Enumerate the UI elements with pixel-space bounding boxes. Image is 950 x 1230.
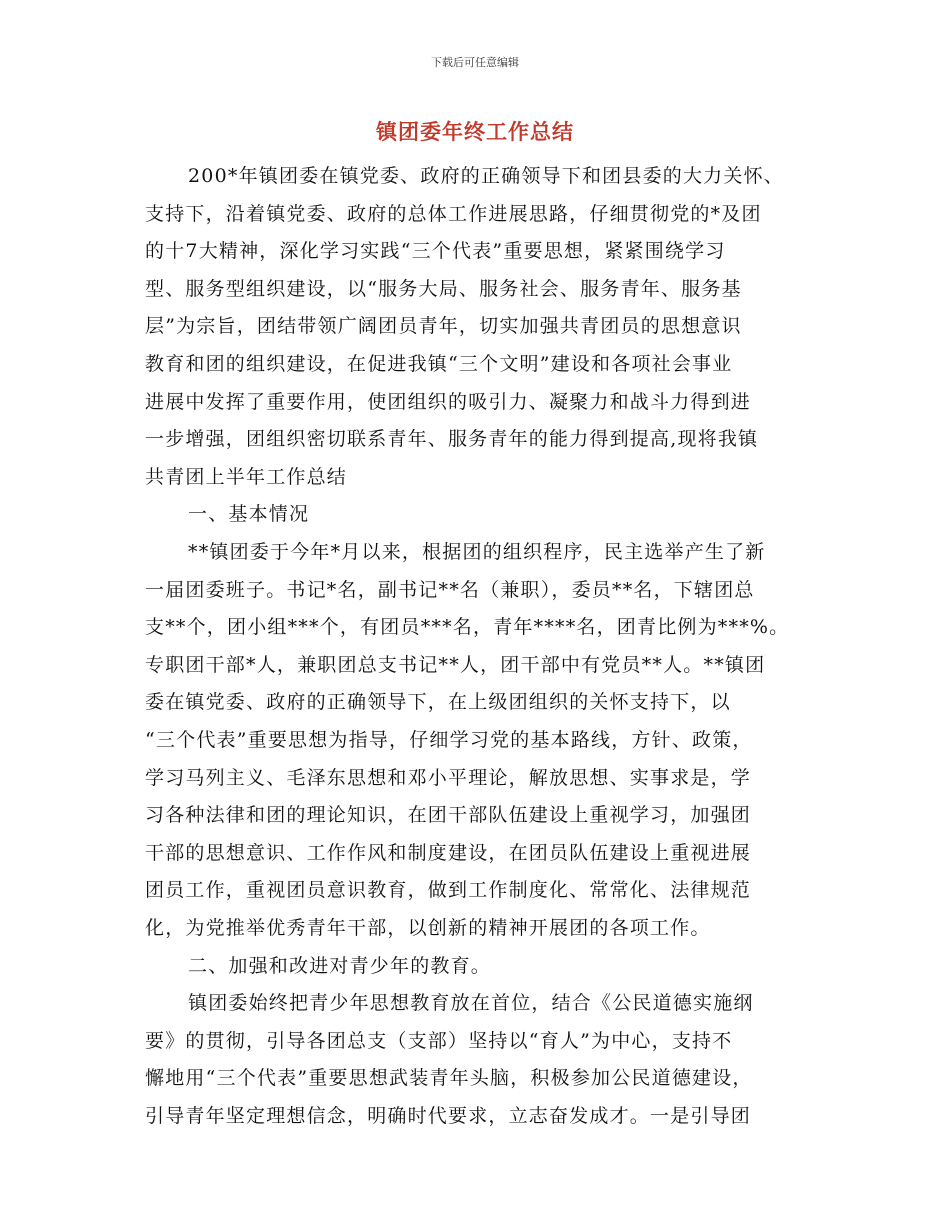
body-line: 懈地用“三个代表”重要思想武装青年头脑，积极参加公民道德建设， [145,1067,753,1090]
body-line: 层”为宗旨，团结带领广阔团员青年，切实加强共青团员的思想意识 [145,315,742,338]
body-line: “三个代表”重要思想为指导，仔细学习党的基本路线，方针、政策， [145,729,753,751]
body-line: 学习马列主义、毛泽东思想和邓小平理论，解放思想、实事求是，学 [145,766,752,789]
document-title: 镇团委年终工作总结 [376,120,574,144]
body-line: 200*年镇团委在镇党委、政府的正确领导下和团县委的大力关怀、 [188,165,784,187]
body-line: 教育和团的组织建设，在促进我镇“三个文明”建设和各项社会事业 [145,353,733,375]
body-line: 专职团干部*人，兼职团总支书记**人，团干部中有党员**人。**镇团 [145,653,766,676]
body-line: 镇团委始终把青少年思想教育放在首位，结合《公民道德实施纲 [188,992,754,1015]
body-line: 二、加强和改进对青少年的教育。 [188,954,492,977]
body-line: 要》的贯彻，引导各团总支（支部）坚持以“育人”为中心，支持不 [145,1029,733,1052]
body-line: 委在镇党委、政府的正确领导下，在上级团组织的关怀支持下，以 [145,691,731,714]
body-line: 引导青年坚定理想信念，明确时代要求，立志奋发成才。一是引导团 [145,1105,752,1127]
header-note: 下载后可任意编辑 [431,56,519,69]
body-line: **镇团委于今年*月以来，根据团的组织程序，民主选举产生了新 [188,541,766,563]
body-line: 团员工作，重视团员意识教育，做到工作制度化、常常化、法律规范 [145,879,752,902]
body-line: 的十7大精神，深化学习实践“三个代表”重要思想，紧紧围绕学习 [145,240,726,263]
body-line: 一届团委班子。书记*名，副书记**名（兼职），委员**名，下辖团总 [145,578,755,601]
body-line: 一步增强，团组织密切联系青年、服务青年的能力得到提高,现将我镇 [145,428,759,451]
body-line: 化，为党推举优秀青年干部，以创新的精神开展团的各项工作。 [145,917,711,939]
body-line: 支**个，团小组***个，有团员***名，青年****名，团青比例为***%。 [145,616,790,639]
body-line: 习各种法律和团的理论知识，在团干部队伍建设上重视学习，加强团 [145,804,752,827]
body-line: 进展中发挥了重要作用，使团组织的吸引力、凝聚力和战斗力得到进 [145,390,752,413]
body-line: 干部的思想意识、工作作风和制度建设，在团员队伍建设上重视进展 [145,841,752,864]
body-line: 一、基本情况 [188,503,310,526]
body-line: 共青团上半年工作总结 [145,465,348,488]
body-line: 型、服务型组织建设，以“服务大局、服务社会、服务青年、服务基 [145,277,742,300]
body-line: 支持下，沿着镇党委、政府的总体工作进展思路，仔细贯彻党的*及团 [145,202,762,225]
